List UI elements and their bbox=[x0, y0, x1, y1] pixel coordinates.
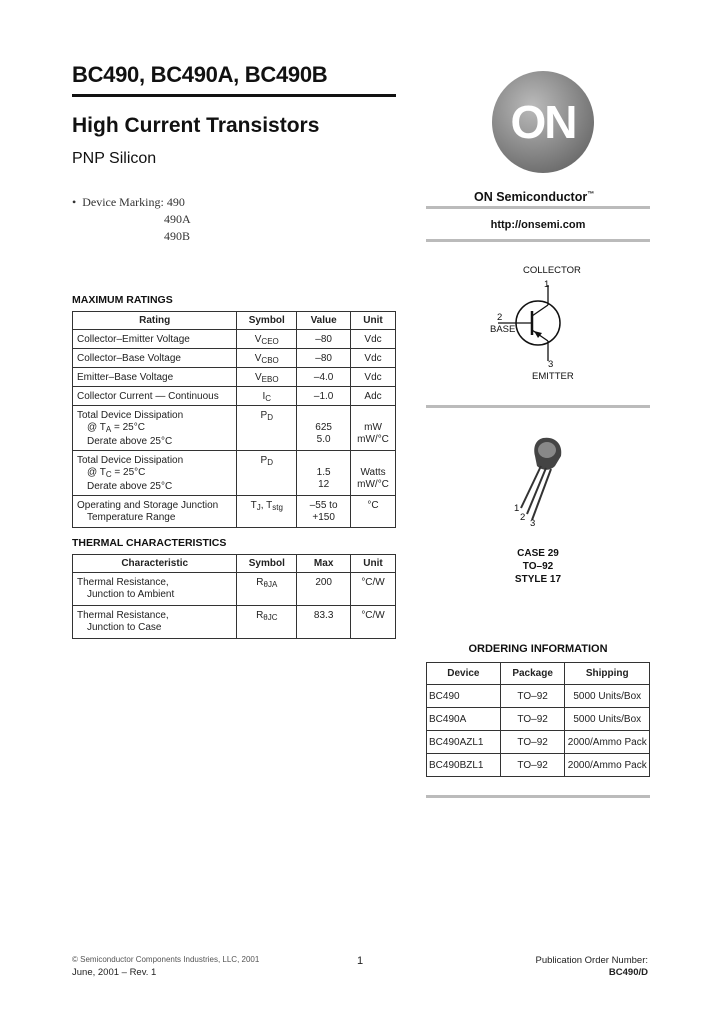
package-type: TO–92 bbox=[522, 561, 554, 572]
max-cell: 83.3 bbox=[297, 606, 351, 639]
max-cell: 200 bbox=[297, 573, 351, 606]
company-name: ON Semiconductor™ bbox=[474, 190, 595, 204]
shipping-cell: 5000 Units/Box bbox=[565, 708, 650, 731]
unit-cell: °C/W bbox=[351, 606, 396, 639]
unit-cell: °C/W bbox=[351, 573, 396, 606]
shipping-cell: 5000 Units/Box bbox=[565, 685, 650, 708]
ordering-heading: ORDERING INFORMATION bbox=[468, 643, 608, 655]
ordering-table bbox=[426, 662, 650, 777]
marking-label: Device Marking: 490 bbox=[82, 195, 185, 209]
package-cell: TO–92 bbox=[500, 685, 565, 708]
on-logo-text: ON bbox=[510, 96, 576, 148]
table-row bbox=[427, 754, 650, 777]
col-header: Unit bbox=[351, 555, 396, 573]
unit-cell: Vdc bbox=[351, 349, 396, 368]
table-row bbox=[427, 685, 650, 708]
device-cell: BC490AZL1 bbox=[427, 731, 501, 754]
unit-cell: °C bbox=[351, 496, 396, 528]
col-header: Characteristic bbox=[73, 555, 237, 573]
value-cell: –4.0 bbox=[297, 368, 351, 387]
col-header: Value bbox=[297, 312, 351, 330]
base-label: BASE bbox=[490, 324, 516, 335]
col-header: Symbol bbox=[237, 555, 297, 573]
table-row bbox=[427, 731, 650, 754]
divider bbox=[426, 239, 650, 242]
symbol-cell: $T_J$, $T_{stg}$ bbox=[237, 496, 297, 528]
page-number: 1 bbox=[357, 955, 364, 967]
symbol-cell: $P_D$ bbox=[237, 451, 297, 496]
package-cell: TO–92 bbox=[500, 754, 565, 777]
divider bbox=[426, 206, 650, 209]
unit-cell: Vdc bbox=[351, 330, 396, 349]
pin-label: 2 bbox=[520, 512, 526, 523]
col-header: Package bbox=[500, 663, 565, 685]
rating-cell: Operating and Storage Junction Temperature Range bbox=[73, 496, 237, 528]
pin-label: 3 bbox=[530, 518, 536, 529]
rating-cell: Emitter–Base Voltage bbox=[73, 368, 237, 387]
value-cell: –80 bbox=[297, 349, 351, 368]
characteristic-cell: Thermal Resistance, Junction to Ambient bbox=[73, 573, 237, 606]
page-subtitle: PNP Silicon bbox=[72, 150, 157, 167]
table-header-row bbox=[73, 555, 396, 573]
rating-cell: Total Device Dissipation @ $T_C = 25^\circ C$ Derate above 25°C bbox=[73, 451, 237, 496]
symbol-cell: $V_{CBO}$ bbox=[237, 349, 297, 368]
symbol-cell: $R_{\theta JC}$ bbox=[237, 606, 297, 639]
table-row bbox=[73, 606, 396, 639]
thermal-heading: THERMAL CHARACTERISTICS bbox=[72, 537, 227, 549]
pin-label: 1 bbox=[514, 503, 520, 514]
table-row bbox=[427, 708, 650, 731]
unit-cell: mW mW/°C bbox=[351, 406, 396, 451]
divider bbox=[426, 405, 650, 408]
value-cell: 625 5.0 bbox=[297, 406, 351, 451]
value-cell: –55 to +150 bbox=[297, 496, 351, 528]
table-row bbox=[73, 451, 396, 496]
symbol-cell: $V_{EBO}$ bbox=[237, 368, 297, 387]
case-label: CASE 29 bbox=[517, 548, 559, 559]
table-row bbox=[73, 349, 396, 368]
part-numbers-title: BC490, BC490A, BC490B bbox=[72, 62, 328, 87]
pin-label: 1 bbox=[544, 279, 550, 290]
emitter-label: EMITTER bbox=[532, 371, 574, 382]
page-title: High Current Transistors bbox=[72, 114, 320, 137]
divider bbox=[426, 795, 650, 798]
title-rule bbox=[72, 94, 396, 97]
value-cell: 1.5 12 bbox=[297, 451, 351, 496]
thermal-table bbox=[72, 554, 396, 639]
publication-label: Publication Order Number: bbox=[535, 955, 648, 966]
device-marking: • Device Marking: 490 490A 490B bbox=[72, 195, 191, 243]
table-row bbox=[73, 496, 396, 528]
col-header: Device bbox=[427, 663, 501, 685]
shipping-cell: 2000/Ammo Pack bbox=[565, 754, 650, 777]
col-header: Rating bbox=[73, 312, 237, 330]
copyright: © Semiconductor Components Industries, LLC, 2001 bbox=[72, 955, 260, 964]
value-cell: –1.0 bbox=[297, 387, 351, 406]
table-row bbox=[73, 330, 396, 349]
value-cell: –80 bbox=[297, 330, 351, 349]
table-header-row bbox=[73, 312, 396, 330]
unit-cell: Watts mW/°C bbox=[351, 451, 396, 496]
pnp-transistor-symbol bbox=[488, 285, 578, 365]
website-link[interactable]: http://onsemi.com bbox=[490, 219, 586, 231]
shipping-cell: 2000/Ammo Pack bbox=[565, 731, 650, 754]
collector-label: COLLECTOR bbox=[523, 265, 581, 276]
rating-cell: Collector Current — Continuous bbox=[73, 387, 237, 406]
revision-date: June, 2001 – Rev. 1 bbox=[72, 967, 157, 978]
col-header: Symbol bbox=[237, 312, 297, 330]
rating-cell: Collector–Emitter Voltage bbox=[73, 330, 237, 349]
table-row bbox=[73, 573, 396, 606]
device-cell: BC490 bbox=[427, 685, 501, 708]
package-cell: TO–92 bbox=[500, 731, 565, 754]
characteristic-cell: Thermal Resistance, Junction to Case bbox=[73, 606, 237, 639]
col-header: Shipping bbox=[565, 663, 650, 685]
max-ratings-table bbox=[72, 311, 396, 528]
publication-number: BC490/D bbox=[608, 967, 648, 978]
device-cell: BC490A bbox=[427, 708, 501, 731]
unit-cell: Vdc bbox=[351, 368, 396, 387]
rating-cell: Total Device Dissipation @ $T_A = 25^\circ C$ Derate above 25°C bbox=[73, 406, 237, 451]
rating-cell: Collector–Base Voltage bbox=[73, 349, 237, 368]
pin-label: 3 bbox=[548, 359, 554, 370]
col-header: Unit bbox=[351, 312, 396, 330]
symbol-cell: $P_D$ bbox=[237, 406, 297, 451]
table-header-row bbox=[427, 663, 650, 685]
device-cell: BC490BZL1 bbox=[427, 754, 501, 777]
table-row bbox=[73, 387, 396, 406]
style-label: STYLE 17 bbox=[514, 574, 562, 585]
table-row bbox=[73, 406, 396, 451]
marking-extra: 490A bbox=[164, 212, 191, 226]
symbol-cell: $I_C$ bbox=[237, 387, 297, 406]
pin-label: 2 bbox=[497, 312, 503, 323]
unit-cell: Adc bbox=[351, 387, 396, 406]
symbol-cell: $V_{CEO}$ bbox=[237, 330, 297, 349]
table-row bbox=[73, 368, 396, 387]
marking-extra: 490B bbox=[164, 229, 191, 243]
col-header: Max bbox=[297, 555, 351, 573]
symbol-cell: $R_{\theta JA}$ bbox=[237, 573, 297, 606]
max-ratings-heading: MAXIMUM RATINGS bbox=[72, 294, 173, 306]
package-cell: TO–92 bbox=[500, 708, 565, 731]
